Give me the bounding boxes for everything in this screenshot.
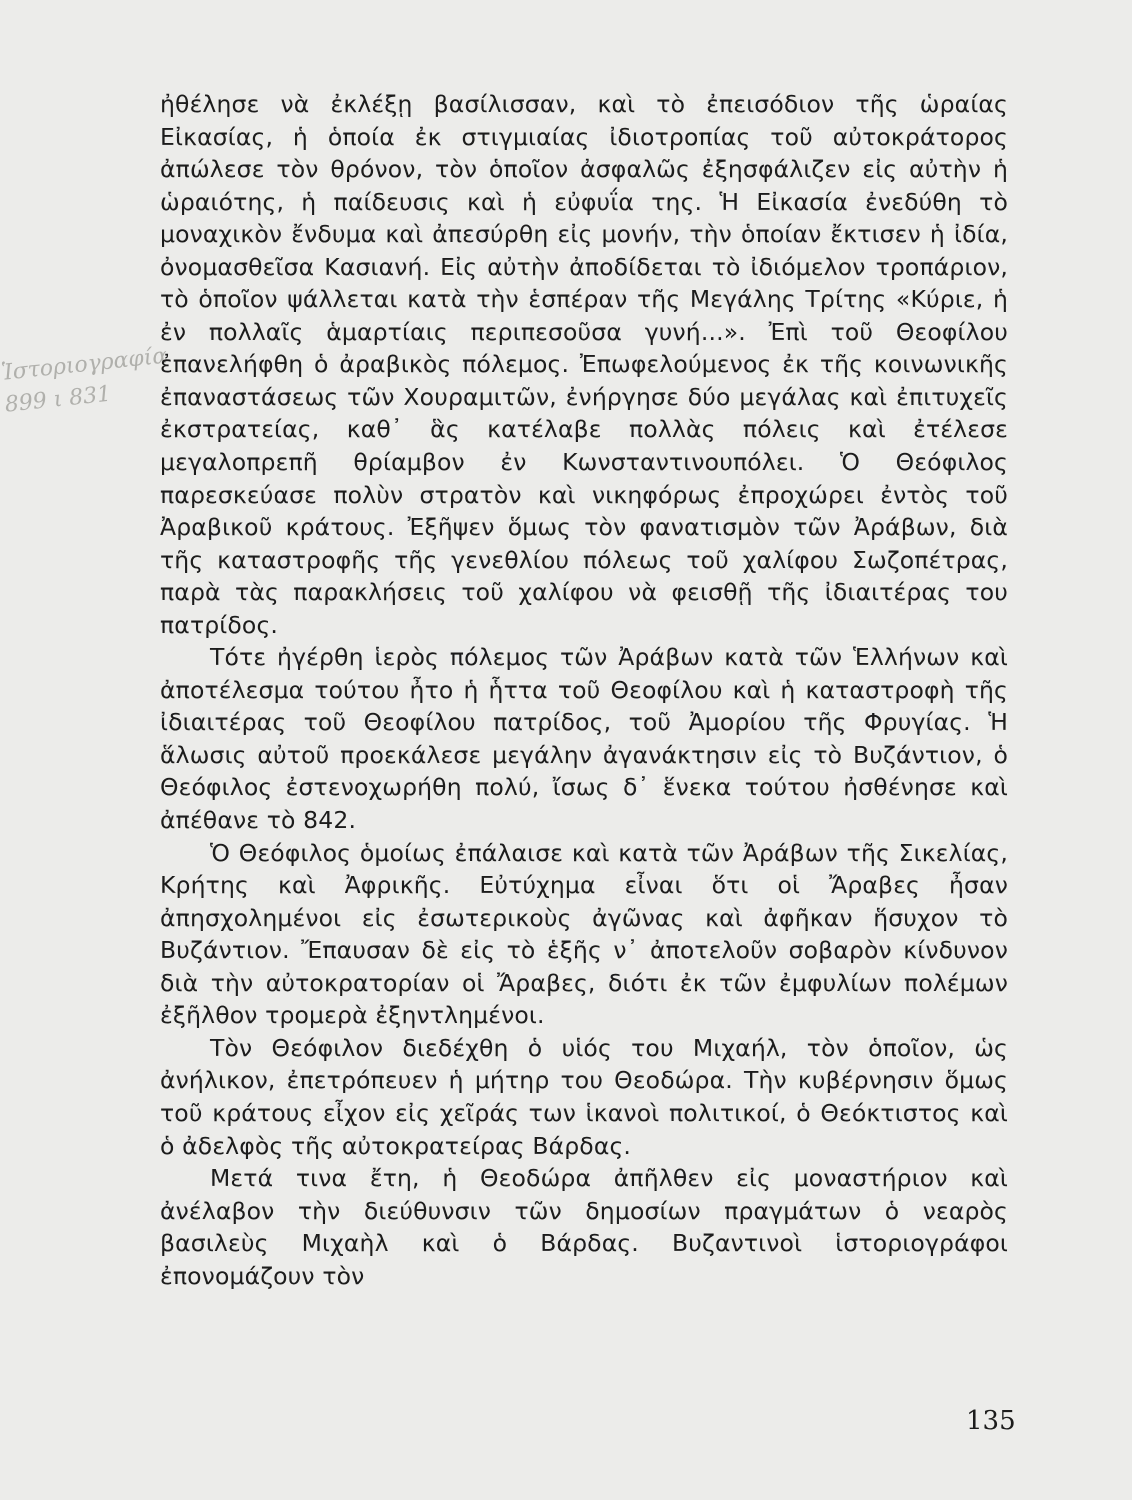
paragraph-2: Τότε ἠγέρθη ἱερὸς πόλεμος τῶν Ἀράβων κατὰ τῶν Ἑλλήνων καὶ ἀποτέλεσμα τούτου ἦτο ἡ ἧττα τοῦ Θεοφίλου καὶ ἡ καταστροφὴ τῆς ἰδιαιτέρας τοῦ Θεοφίλου πατρίδος, τοῦ Ἀμορίου τῆς Φρυγίας. Ἡ ἅλωσις αὐτοῦ προεκάλεσε μεγάλην ἀγανάκτησιν εἰς τὸ Βυζάντιον, ὁ Θεόφιλος ἐστενοχωρήθη πολύ, ἴσως δ᾿ ἕνεκα τούτου ἠσθένησε καὶ ἀπέθανε τὸ 842.	[160, 643, 1008, 835]
margin-note-line-2: 899 ι 831	[3, 381, 113, 418]
paragraph-3: Ὁ Θεόφιλος ὁμοίως ἐπάλαισε καὶ κατὰ τῶν Ἀράβων τῆς Σικελίας, Κρήτης καὶ Ἀφρικῆς. Εὐτύχημα εἶναι ὅτι οἱ Ἄραβες ἦσαν ἀπησχολημένοι εἰς ἐσωτερικοὺς ἀγῶνας καὶ ἀφῆκαν ἥσυχον τὸ Βυζάντιον. Ἔπαυσαν δὲ εἰς τὸ ἑξῆς ν᾿ ἀποτελοῦν σοβαρὸν κίνδυνον διὰ τὴν αὐτοκρατορίαν οἱ Ἄραβες, διότι ἐκ τῶν ἐμφυλίων πολέμων ἐξῆλθον τρομερὰ ἐξηντλημένοι.	[160, 838, 1008, 1030]
paragraph-5: Μετά τινα ἔτη, ἡ Θεοδώρα ἀπῆλθεν εἰς μοναστήριον καὶ ἀνέλαβον τὴν διεύθυνσιν τῶν δημοσίων πραγμάτων ὁ νεαρὸς βασιλεὺς Μιχαὴλ καὶ ὁ Βάρδας. Βυζαντινοὶ ἱστοριογράφοι ἐπονομάζουν τὸν	[160, 1164, 1008, 1290]
paragraph-1: ἠθέλησε νὰ ἐκλέξῃ βασίλισσαν, καὶ τὸ ἐπεισόδιον τῆς ὡραίας Εἰκασίας, ἡ ὁποία ἐκ στιγμιαίας ἰδιοτροπίας τοῦ αὐτοκράτορος ἀπώλεσε τὸν θρόνον, τὸν ὁποῖον ἀσφαλῶς ἐξησφάλιζεν εἰς αὐτὴν ἡ ὡραιότης, ἡ παίδευσις καὶ ἡ εὐφυΐα της. Ἡ Εἰκασία ἐνεδύθη τὸ μοναχικὸν ἔνδυμα καὶ ἀπεσύρθη εἰς μονήν, τὴν ὁποίαν ἔκτισεν ἡ ἰδία, ὀνομασθεῖσα Κασιανή. Εἰς αὐτὴν ἀποδίδεται τὸ ἰδιόμελον τροπάριον, τὸ ὁποῖον ψάλλεται κατὰ τὴν ἑσπέραν τῆς Μεγάλης Τρίτης «Κύριε, ἡ ἐν πολλαῖς ἁμαρτίαις περιπεσοῦσα γυνή...». Ἐπὶ τοῦ Θεοφίλου ἐπανελήφθη ὁ ἀραβικὸς πόλεμος. Ἐπωφελούμενος ἐκ τῆς κοινωνικῆς ἐπαναστάσεως τῶν Χουραμιτῶν, ἐνήργησε δύο μεγάλας καὶ ἐπιτυχεῖς ἐκστρατείας, καθ᾿ ἃς κατέλαβε πολλὰς πόλεις καὶ ἐτέλεσε μεγαλοπρεπῆ θρίαμβον ἐν Κωνσταντινουπόλει. Ὁ Θεόφιλος παρεσκεύασε πολὺν στρατὸν καὶ νικηφόρως ἐπροχώρει ἐντὸς τοῦ Ἀραβικοῦ κράτους. Ἐξῆψεν ὅμως τὸν φανατισμὸν τῶν Ἀράβων, διὰ τῆς καταστροφῆς τῆς γενεθλίου πόλεως τοῦ χαλίφου Σωζοπέτρας, παρὰ τὰς παρακλήσεις τοῦ χαλίφου νὰ φεισθῇ τῆς ἰδιαιτέρας του πατρίδος.	[160, 90, 1008, 639]
paragraph-4: Τὸν Θεόφιλον διεδέχθη ὁ υἱός του Μιχαήλ, τὸν ὁποῖον, ὡς ἀνήλικον, ἐπετρόπευεν ἡ μήτηρ του Θεοδώρα. Τὴν κυβέρνησιν ὅμως τοῦ κράτους εἶχον εἰς χεῖράς των ἱκανοὶ πολιτικοί, ὁ Θεόκτιστος καὶ ὁ ἀδελφὸς τῆς αὐτοκρατείρας Βάρδας.	[160, 1033, 1008, 1160]
margin-note-line-1: Ἱστοριογραφία	[0, 343, 169, 386]
pencil-margin-note	[0, 341, 169, 421]
body-text	[160, 88, 1008, 1292]
page-number: 135	[966, 1406, 1016, 1436]
